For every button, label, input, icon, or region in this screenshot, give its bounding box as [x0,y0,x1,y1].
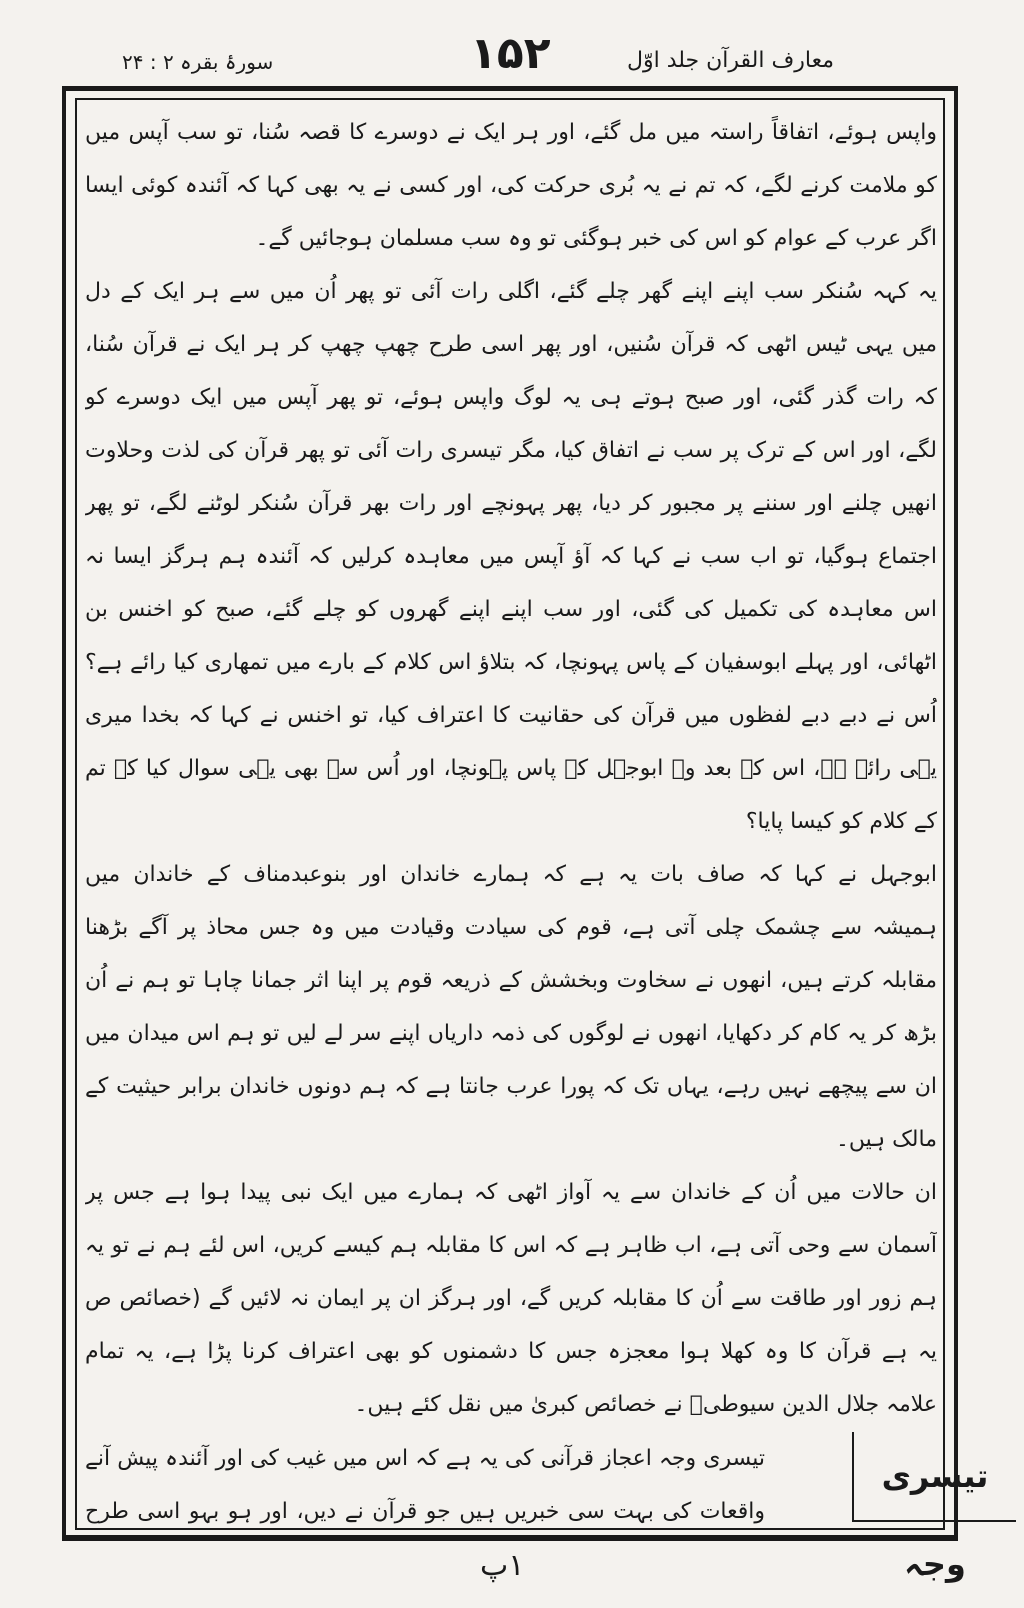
text-line: اس معاہدہ کی تکمیل کی گئی، اور سب اپنے اپنے گھروں کو چلے گئے، صبح کو اخنس بن [85,597,937,622]
text-line: ابوجہل نے کہا کہ صاف بات یہ ہے کہ ہمارے خاندان اور بنوعبدمناف کے خاندان میں [85,862,937,887]
text-line: ہمیشہ سے چشمک چلی آتی ہے، قوم کی سیادت وقیادت میں وہ جس محاذ پر آگے بڑھنا [85,915,937,940]
side-heading: تیسری وجہ [852,1432,1016,1522]
text-line: ان حالات میں اُن کے خاندان سے یہ آواز اٹھی کہ ہمارے میں ایک نبی پیدا ہوا ہے جس پر [85,1180,937,1205]
signature-mark: ۱پ [480,1548,525,1583]
text-line: یہ کہہ سُنکر سب اپنے اپنے گھر چلے گئے، اگلی رات آئی تو پھر اُن میں سے ہر ایک کے دل [85,279,937,304]
text-line: کے کلام کو کیسا پایا؟ [745,809,937,834]
text-line: واپس ہوئے، اتفاقاً راستہ میں مل گئے، اور ہر ایک نے دوسرے کا قصہ سُنا، تو سب آپس میں [85,120,937,145]
page-number: ۱۵۲ [470,28,551,79]
text-line: انھیں چلنے اور سننے پر مجبور کر دیا، پھر پہونچے اور رات بھر قرآن سُنکر لوٹنے لگے، تو پھر [85,491,937,516]
text-line: تیسری وجہ اعجاز قرآنی کی یہ ہے کہ اس میں غیب کی اور آئندہ پیش آنے [85,1446,765,1471]
text-line: مقابلہ کرتے ہیں، انھوں نے سخاوت وبخشش کے ذریعہ قوم پر اپنا اثر جمانا چاہا تو ہم نے اُن [85,968,937,993]
text-line: آسمان سے وحی آتی ہے، اب ظاہر ہے کہ اس کا مقابلہ ہم کیسے کریں، اس لئے ہم نے تو یہ [85,1233,937,1258]
text-line: علامہ جلال الدین سیوطیؒ نے خصائص کبریٰ میں نقل کئے ہیں۔ [354,1392,937,1417]
text-line: اُس نے دبے دبے لفظوں میں قرآن کی حقانیت کا اعتراف کیا، تو اخنس نے کہا کہ بخدا میری [85,703,937,728]
text-line: بڑھ کر یہ کام کر دکھایا، انھوں نے لوگوں کی ذمہ داریاں اپنے سر لے لیں تو ہم اس میدان میں [85,1021,937,1046]
text-line: اٹھائی، اور پہلے ابوسفیان کے پاس پہونچا، کہ بتلاؤ اس کلام کے بارے میں تمھاری کیا رائے ہے؟ [85,650,937,675]
text-line: یہ ہے قرآن کا وہ کھلا ہوا معجزہ جس کا دشمنوں کو بھی اعتراف کرنا پڑا ہے، یہ تمام [85,1339,937,1364]
page-body [85,106,937,1431]
text-line: مالک ہیں۔ [835,1127,937,1152]
surah-reference: سورۂ بقرہ ۲ : ۲۴ [122,50,274,74]
text-line: واقعات کی بہت سی خبریں ہیں جو قرآن نے دیں، اور ہو بہو اسی طرح [85,1499,765,1524]
text-line: اگر عرب کے عوام کو اس کی خبر ہوگئی تو وہ سب مسلمان ہوجائیں گے۔ [255,226,937,251]
text-line: ان سے پیچھے نہیں رہے، یہاں تک کہ پورا عرب جانتا ہے کہ ہم دونوں خاندان برابر حیثیت کے [85,1074,937,1099]
text-line: لگے، اور اس کے ترک پر سب نے اتفاق کیا، مگر تیسری رات آئی تو پھر قرآن کی لذت وحلاوت [85,438,937,463]
text-line: کو ملامت کرنے لگے، کہ تم نے یہ بُری حرکت کی، اور کسی نے یہ بھی کہا کہ آئندہ کوئی ایسا [85,173,937,198]
text-line: ہم زور اور طاقت سے اُن کا مقابلہ کریں گے، اور ہرگز ان پر ایمان نہ لائیں گے (خصائص ص [85,1286,937,1311]
text-line: میں یہی ٹیس اٹھی کہ قرآن سُنیں، اور پھر اسی طرح چھپ چھپ کر ہر ایک نے قرآن سُنا، [85,332,937,357]
text-line: یہی رائے ہے، اس کے بعد وہ ابوجہل کے پاس پہونچا، اور اُس سے بھی یہی سوال کیا کہ تم [85,756,937,781]
book-title: معارف القرآن جلد اوّل [626,48,834,73]
text-line: کہ رات گذر گئی، اور صبح ہوتے ہی یہ لوگ واپس ہوئے، تو پھر آپس میں ایک دوسرے کو [85,385,937,410]
section-text [85,1432,765,1538]
text-line: اجتماع ہوگیا، تو اب سب نے کہا کہ آؤ آپس میں معاہدہ کرلیں کہ آئندہ ہم ہرگز ایسا نہ [85,544,937,569]
